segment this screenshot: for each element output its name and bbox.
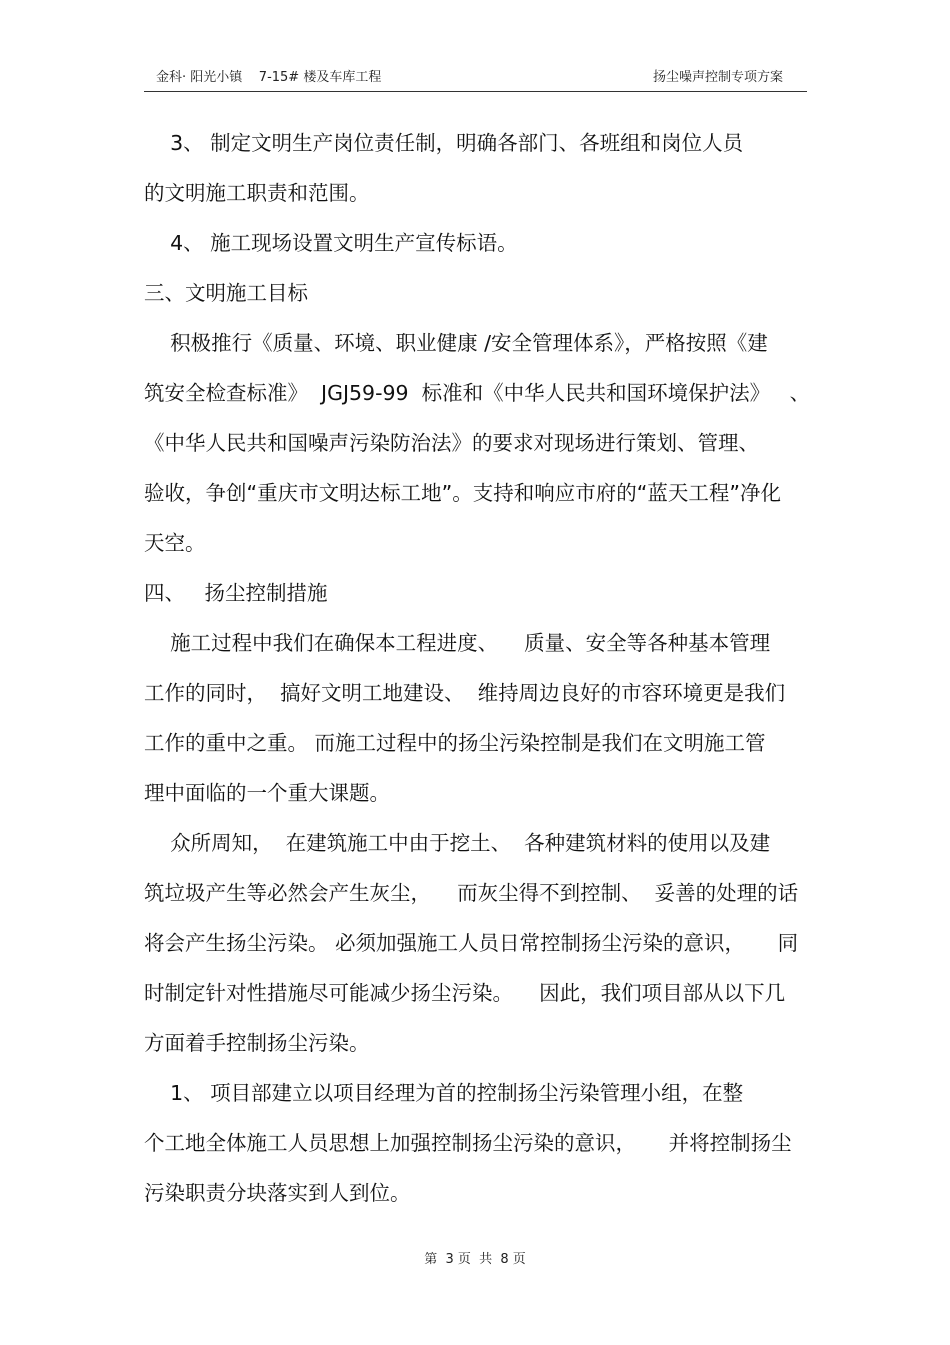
- text-line: 天空。: [144, 531, 206, 555]
- text-line: 筑安全检查标准》 JGJ59-99 标准和《中华人民共和国环境保护法》 、: [144, 381, 811, 405]
- text-line: 3、 制定文明生产岗位责任制，明确各部门、各班组和岗位人员: [144, 131, 744, 155]
- section-heading: 四、 扬尘控制措施: [144, 581, 328, 605]
- text-line: 方面着手控制扬尘污染。: [144, 1031, 370, 1055]
- text-line: 1、 项目部建立以项目经理为首的控制扬尘污染管理小组，在整: [144, 1081, 744, 1105]
- text-line: 理中面临的一个重大课题。: [144, 781, 390, 805]
- text-line: 时制定针对性措施尽可能减少扬尘污染。 因此，我们项目部从以下几: [144, 981, 786, 1005]
- text-line: 筑垃圾产生等必然会产生灰尘， 而灰尘得不到控制、 妥善的处理的话: [144, 881, 799, 905]
- text-line: 《中华人民共和国噪声污染防治法》的要求对现场进行策划、管理、: [144, 431, 759, 455]
- text-line: 积极推行《质量、环境、职业健康 /安全管理体系》，严格按照《建: [144, 331, 768, 355]
- header-divider: [144, 91, 807, 92]
- text-line: 将会产生扬尘污染。 必须加强施工人员日常控制扬尘污染的意识， 同: [144, 931, 799, 955]
- text-line: 施工过程中我们在确保本工程进度、 质量、安全等各种基本管理: [144, 631, 771, 655]
- text-line: 验收，争创“重庆市文明达标工地”。支持和响应市府的“蓝天工程”净化: [144, 481, 781, 505]
- text-line: 的文明施工职责和范围。: [144, 181, 370, 205]
- text-line: 4、 施工现场设置文明生产宣传标语。: [144, 231, 518, 255]
- text-line: 众所周知， 在建筑施工中由于挖土、 各种建筑材料的使用以及建: [144, 831, 771, 855]
- text-line: 污染职责分块落实到人到位。: [144, 1181, 411, 1205]
- section-heading: 三、文明施工目标: [144, 281, 308, 305]
- text-line: 个工地全体施工人员思想上加强控制扬尘污染的意识， 并将控制扬尘: [144, 1131, 792, 1155]
- text-line: 工作的同时， 搞好文明工地建设、 维持周边良好的市容环境更是我们: [144, 681, 786, 705]
- text-line: 工作的重中之重。 而施工过程中的扬尘污染控制是我们在文明施工管: [144, 731, 766, 755]
- header-project-title: 金科· 阳光小镇 7-15# 楼及车库工程: [156, 70, 382, 85]
- page-number-footer: 第 3 页 共 8 页: [424, 1252, 526, 1267]
- header-document-title: 扬尘噪声控制专项方案: [652, 70, 783, 85]
- page-header: [144, 66, 807, 90]
